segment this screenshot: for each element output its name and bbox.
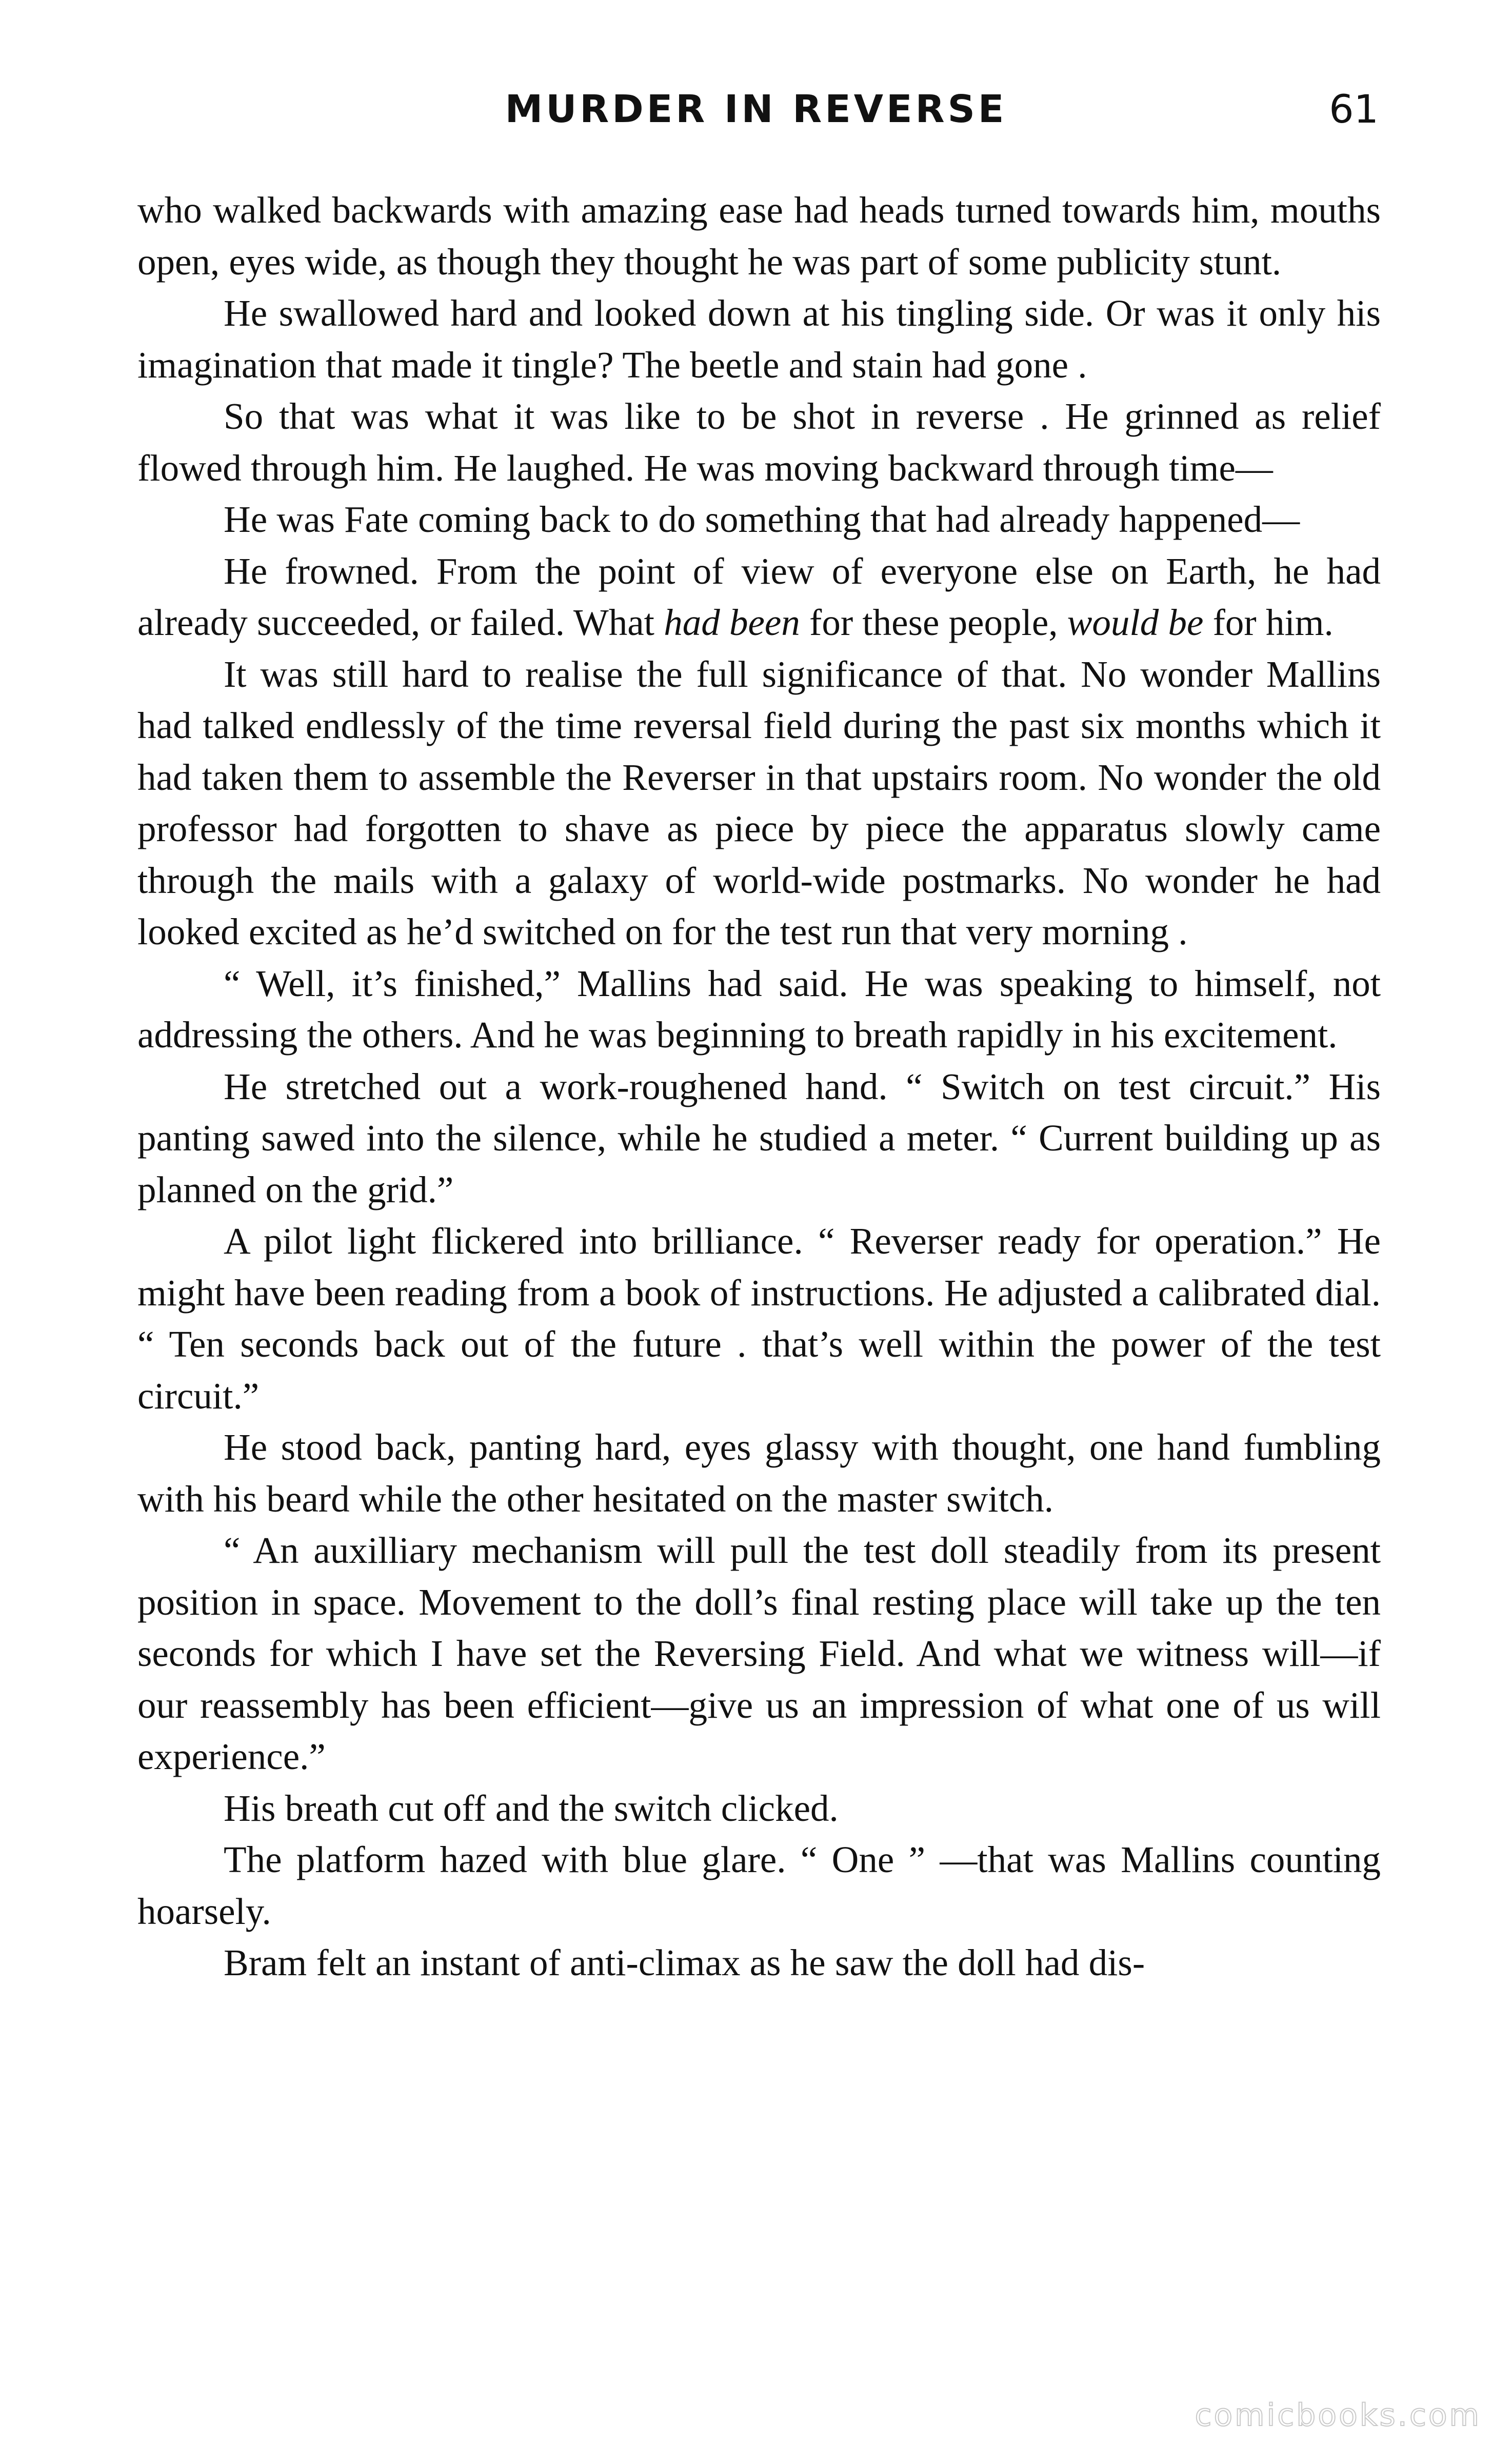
page-number: 61 xyxy=(1329,86,1379,132)
italic-phrase: would be xyxy=(1067,602,1204,643)
paragraph: Bram felt an instant of anti-climax as he saw the doll had dis- xyxy=(224,1942,1145,1983)
paragraph: It was still hard to realise the full significance of that. No wonder Mallins had talked endlessly of the time reversal field during the past six months which it had taken them to assemble the Reverser in that upstairs room. No wonder the old professor had forgotten to shave as piece by piece the apparatus slowly came through the mails with a galaxy of world-wide postmarks. No wonder he had looked excited as he’d switched on for the test run that very morning . xyxy=(137,653,1381,952)
watermark: comicbooks.com xyxy=(1195,2397,1481,2433)
paragraph: A pilot light flickered into brilliance. “ Reverser ready for operation.” He might have been reading from a book of instructions. He adjusted a calibrated dial. “ Ten seconds back out of the future . that’s well within the power of the test circuit.” xyxy=(137,1220,1381,1417)
paragraph: He was Fate coming back to do something that had already happened— xyxy=(224,499,1300,540)
italic-phrase: had been xyxy=(664,602,800,643)
paragraph: So that was what it was like to be shot in reverse . He grinned as relief flowed through him. He laughed. He was moving backward through time— xyxy=(137,395,1381,489)
paragraph: who walked backwards with amazing ease had heads turned towards him, mouths open, eyes wide, as though they thought he was part of some publicity stunt. xyxy=(137,189,1381,283)
paragraph-text: for him. xyxy=(1203,602,1334,643)
paragraph: He stretched out a work-roughened hand. “ Switch on test circuit.” His panting sawed into the silence, while he studied a meter. “ Current building up as planned on the grid.” xyxy=(137,1065,1381,1210)
paragraph xyxy=(137,546,1381,649)
paragraph-text: He frowned. From the point of view of everyone else on Earth, he had already succeeded, or failed. What xyxy=(137,550,1381,643)
body-text xyxy=(137,185,1381,1989)
paragraph: “ Well, it’s finished,” Mallins had said. He was speaking to himself, not addressing the others. And he was beginning to breath rapidly in his excitement. xyxy=(137,962,1381,1056)
paragraph: He swallowed hard and looked down at his tingling side. Or was it only his imagination that made it tingle? The beetle and stain had gone . xyxy=(137,292,1381,386)
paragraph-text: for these people, xyxy=(800,602,1067,643)
paragraph: He stood back, panting hard, eyes glassy with thought, one hand fumbling with his beard while the other hesitated on the master switch. xyxy=(137,1426,1381,1520)
paragraph: His breath cut off and the switch clicked. xyxy=(224,1787,839,1829)
paragraph: “ An auxilliary mechanism will pull the test doll steadily from its present position in space. Movement to the doll’s final resting place will take up the ten seconds for which I have set the Reversing Field. And what we witness will—if our reassembly has been efficient—give us an impression of what one of us will experience.” xyxy=(137,1530,1381,1777)
paragraph: The platform hazed with blue glare. “ One ” —that was Mallins counting hoarsely. xyxy=(137,1839,1381,1932)
running-title: MURDER IN REVERSE xyxy=(505,87,1007,131)
